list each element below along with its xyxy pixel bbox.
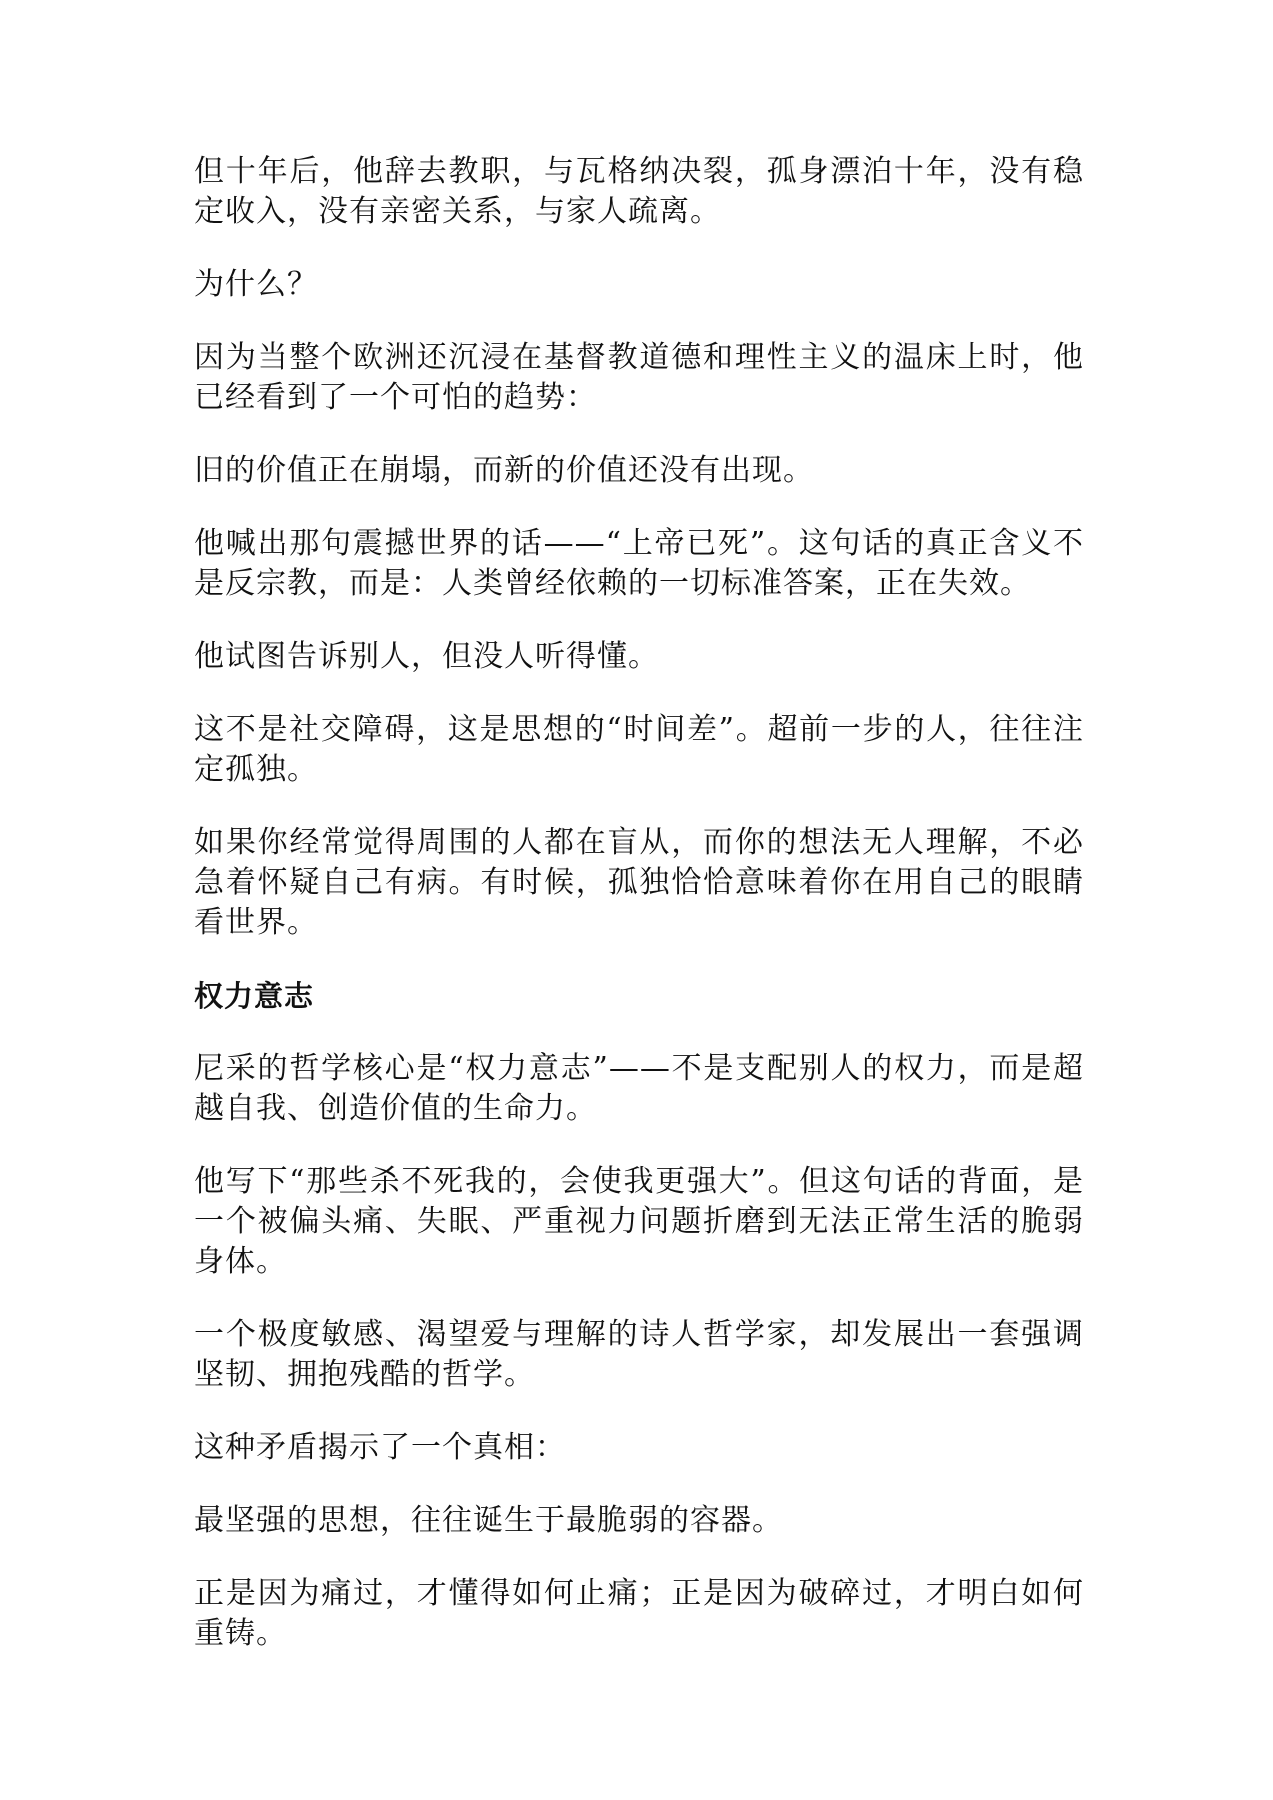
- paragraph: 为什么？: [194, 267, 318, 302]
- paragraph: 最坚强的思想，往往诞生于最脆弱的容器。: [194, 1503, 783, 1538]
- paragraph: 他喊出那句震撼世界的话——“上帝已死”。这句话的真正含义不是反宗教，而是：人类曾经依赖的一切标准答案，正在失效。: [194, 526, 1084, 601]
- paragraph: 尼采的哲学核心是“权力意志”——不是支配别人的权力，而是超越自我、创造价值的生命力。: [194, 1051, 1084, 1126]
- document-body: [194, 152, 1084, 1687]
- paragraph: 一个极度敏感、渴望爱与理解的诗人哲学家，却发展出一套强调坚韧、拥抱残酷的哲学。: [194, 1317, 1084, 1392]
- paragraph: 这种矛盾揭示了一个真相：: [194, 1430, 566, 1465]
- paragraph: 但十年后，他辞去教职，与瓦格纳决裂，孤身漂泊十年，没有稳定收入，没有亲密关系，与家人疏离。: [194, 154, 1084, 229]
- paragraph: 旧的价值正在崩塌，而新的价值还没有出现。: [194, 453, 814, 488]
- paragraph: 正是因为痛过，才懂得如何止痛；正是因为破碎过，才明白如何重铸。: [194, 1576, 1084, 1651]
- paragraph: 他试图告诉别人，但没人听得懂。: [194, 639, 659, 674]
- paragraph: 他写下“那些杀不死我的，会使我更强大”。但这句话的背面，是一个被偏头痛、失眠、严重视力问题折磨到无法正常生活的脆弱身体。: [194, 1164, 1084, 1279]
- paragraph: 这不是社交障碍，这是思想的“时间差”。超前一步的人，往往注定孤独。: [194, 712, 1084, 787]
- paragraph: 因为当整个欧洲还沉浸在基督教道德和理性主义的温床上时，他已经看到了一个可怕的趋势：: [194, 340, 1084, 415]
- section-heading: 权力意志: [194, 979, 315, 1013]
- paragraph: 如果你经常觉得周围的人都在盲从，而你的想法无人理解，不必急着怀疑自己有病。有时候，孤独恰恰意味着你在用自己的眼睛看世界。: [194, 825, 1084, 940]
